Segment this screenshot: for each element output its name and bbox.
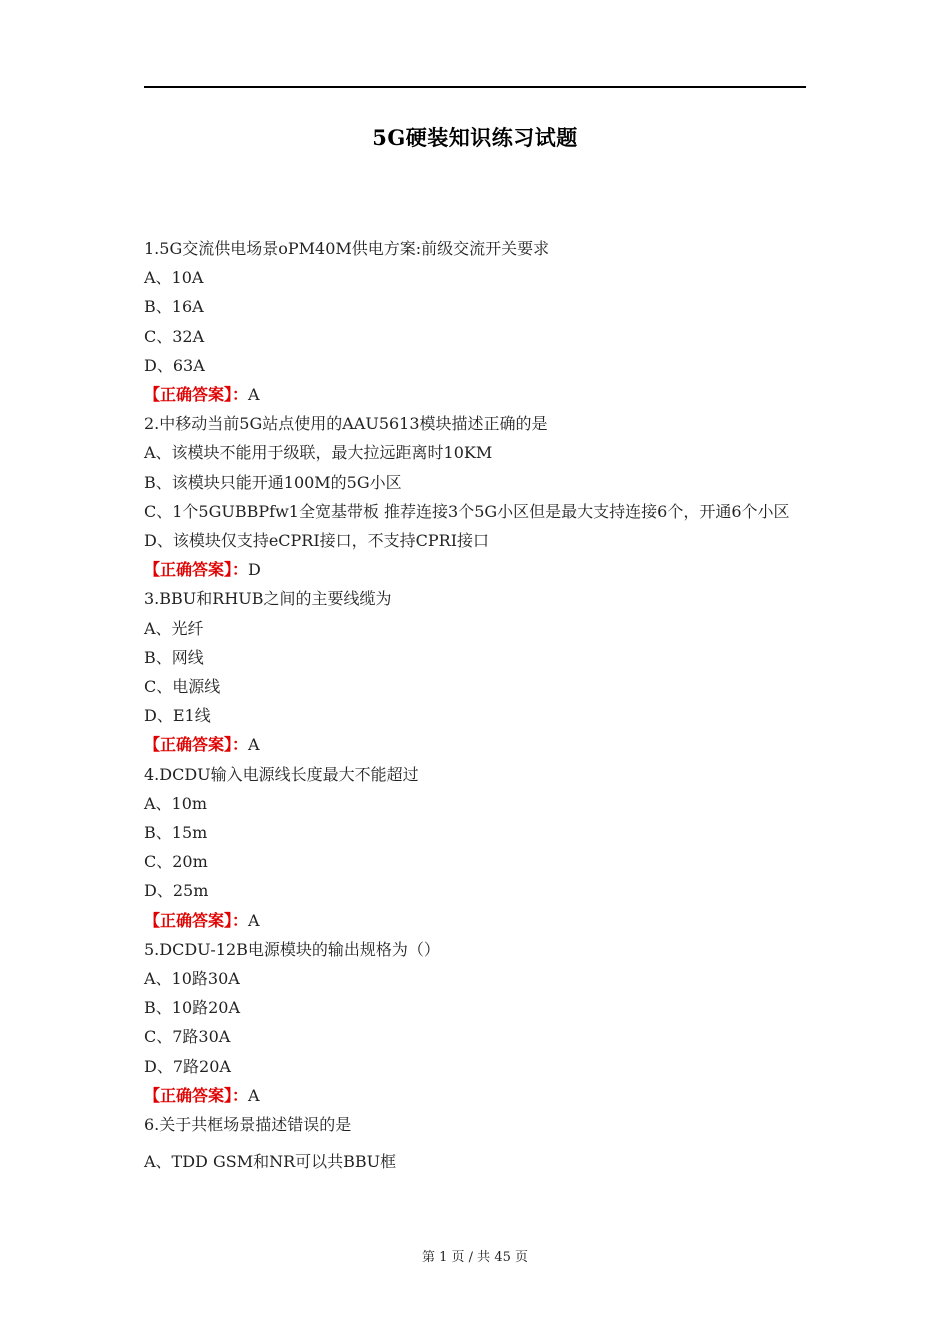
answer-value: D [248,560,261,580]
option: C、电源线 [144,677,221,697]
question-stem: 5.DCDU-12B电源模块的输出规格为（） [144,939,440,959]
answer-value: A [248,735,260,755]
header-rule [144,86,806,88]
answer-label: 【正确答案】： [144,560,249,580]
answer-label: 【正确答案】： [144,385,249,405]
option: B、10路20A [144,998,241,1018]
option: A、该模块不能用于级联，最大拉远距离时10KM [144,443,493,463]
option: D、7路20A [144,1056,231,1076]
page-footer: 第 1 页 / 共 45 页 [422,1250,528,1265]
answer-label: 【正确答案】： [144,1085,249,1105]
option: A、10路30A [144,969,240,989]
option: C、32A [144,326,205,346]
answer-value: A [248,1085,260,1105]
answer-row [144,906,804,935]
question-stem: 4.DCDU输入电源线长度最大不能超过 [144,764,419,784]
option: C、1个5GUBBPfw1全宽基带板 推荐连接3个5G小区但是最大支持连接6个，开通6个小区 [144,501,790,521]
option: B、该模块只能开通100M的5G小区 [144,472,402,492]
answer-label: 【正确答案】： [144,910,249,930]
option: A、10A [144,268,204,288]
page-title: 5G硬装知识练习试题 [372,125,578,150]
option: A、TDD GSM和NR可以共BBU框 [144,1152,397,1172]
question-stem: 2.中移动当前5G站点使用的AAU5613模块描述正确的是 [144,414,548,434]
option: D、63A [144,355,205,375]
option: B、15m [144,823,208,843]
answer-row [144,555,804,584]
option: D、E1线 [144,706,211,726]
question-stem: 1.5G交流供电场景oPM40M供电方案:前级交流开关要求 [144,239,550,258]
answer-label: 【正确答案】： [144,735,249,755]
option: A、光纤 [144,618,204,638]
answer-row [144,380,804,409]
answer-row [144,730,804,759]
option: B、网线 [144,647,204,667]
answer-value: A [248,910,260,930]
question-stem: 3.BBU和RHUB之间的主要线缆为 [144,589,392,609]
answer-row [144,1081,804,1110]
option: D、该模块仅支持eCPRI接口，不支持CPRI接口 [144,531,490,551]
option: A、10m [144,793,208,813]
option: C、7路30A [144,1027,231,1047]
option: B、16A [144,297,204,317]
option: C、20m [144,852,208,872]
option: D、25m [144,881,209,901]
answer-value: A [248,385,260,405]
question-stem: 6.关于共框场景描述错误的是 [144,1115,352,1135]
question-list [144,234,804,1177]
spacer [144,1139,804,1147]
